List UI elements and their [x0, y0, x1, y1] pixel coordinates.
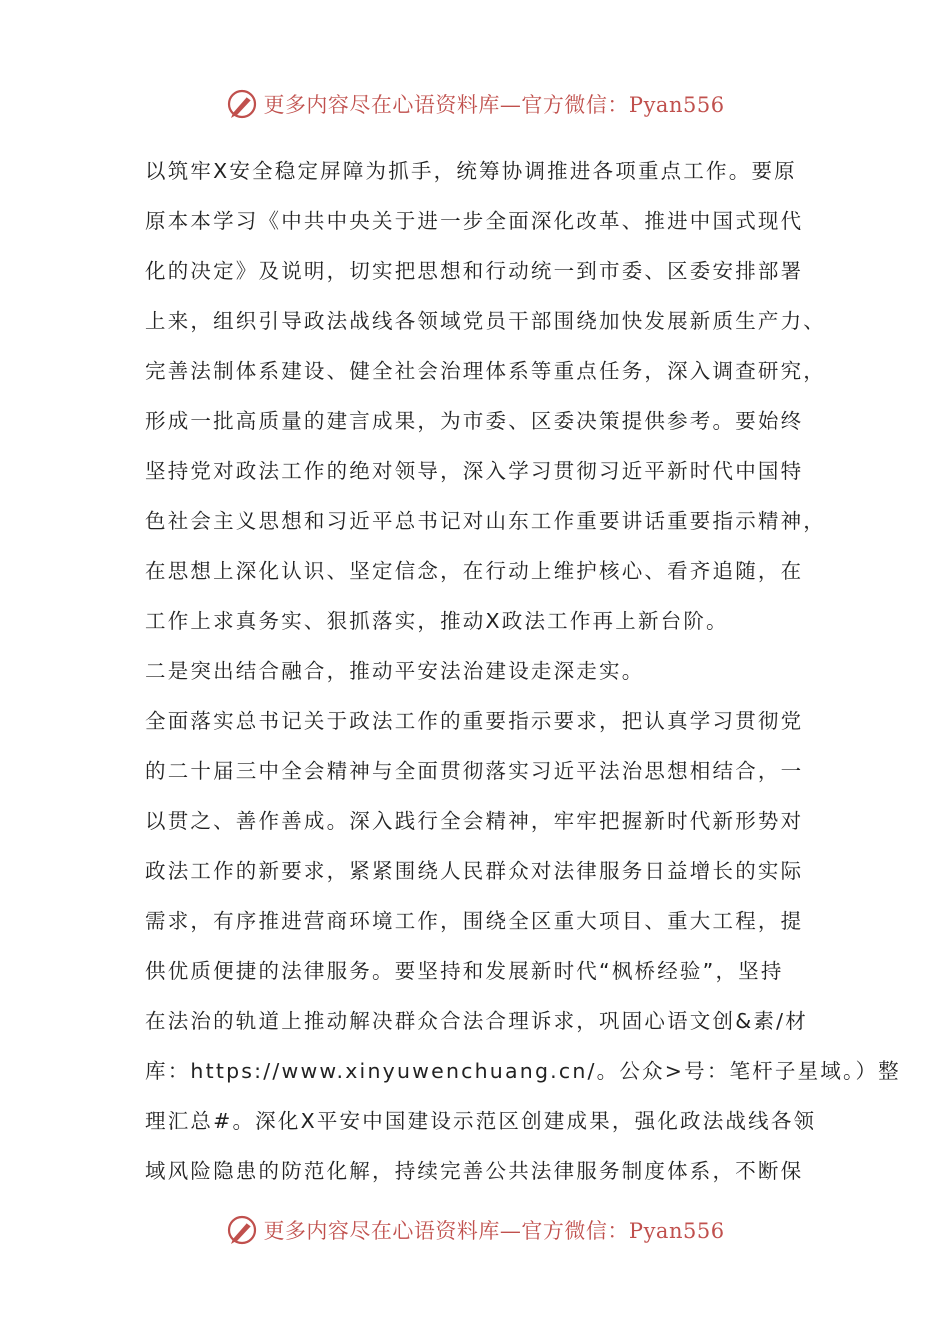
body-line: 色社会主义思想和习近平总书记对山东工作重要讲话重要指示精神， — [145, 509, 826, 533]
body-line: 以筑牢X安全稳定屏障为抓手，统筹协调推进各项重点工作。要原 — [145, 159, 797, 183]
body-line: 上来，组织引导政法战线各领域党员干部围绕加快发展新质生产力、 — [145, 309, 826, 333]
body-line: 原本本学习《中共中央关于进一步全面深化改革、推进中国式现代 — [145, 209, 804, 233]
header-banner — [0, 84, 950, 124]
section-heading: 二是突出结合融合，推动平安法治建设走深走实。 — [145, 659, 645, 683]
body-line: 在法治的轨道上推动解决群众合法合理诉求，巩固心语文创&素/材 — [145, 1009, 808, 1033]
body-line: 以贯之、善作善成。深入践行全会精神，牢牢把握新时代新形势对 — [145, 809, 804, 833]
body-line: 供优质便捷的法律服务。要坚持和发展新时代“枫桥经验”，坚持 — [145, 959, 784, 983]
body-line: 完善法制体系建设、健全社会治理体系等重点任务，深入调查研究， — [145, 359, 826, 383]
pen-logo-icon — [225, 87, 259, 121]
body-line: 的二十届三中全会精神与全面贯彻落实习近平法治思想相结合，一 — [145, 759, 804, 783]
body-line: 工作上求真务实、狠抓落实，推动X政法工作再上新台阶。 — [145, 609, 729, 633]
body-line: 在思想上深化认识、坚定信念，在行动上维护核心、看齐追随，在 — [145, 559, 804, 583]
body-line: 域风险隐患的防范化解，持续完善公共法律服务制度体系，不断保 — [145, 1159, 804, 1183]
pen-logo-icon — [225, 1213, 259, 1247]
footer-banner — [0, 1210, 950, 1250]
body-line: 全面落实总书记关于政法工作的重要指示要求，把认真学习贯彻党 — [145, 709, 804, 733]
banner-text: 更多内容尽在心语资料库—官方微信：Pyan556 — [263, 1219, 725, 1243]
body-line: 库：https://www.xinyuwenchuang.cn/。公众>号：笔杆子星域。）整 — [145, 1059, 901, 1083]
body-line: 形成一批高质量的建言成果，为市委、区委决策提供参考。要始终 — [145, 409, 804, 433]
body-line: 理汇总#。深化X平安中国建设示范区创建成果，强化政法战线各领 — [145, 1109, 817, 1133]
body-line: 坚持党对政法工作的绝对领导，深入学习贯彻习近平新时代中国特 — [145, 459, 804, 483]
body-line: 化的决定》及说明，切实把思想和行动统一到市委、区委安排部署 — [145, 259, 804, 283]
document-body — [145, 146, 901, 1196]
banner-text: 更多内容尽在心语资料库—官方微信：Pyan556 — [263, 93, 725, 117]
body-line: 需求，有序推进营商环境工作，围绕全区重大项目、重大工程，提 — [145, 909, 804, 933]
body-line: 政法工作的新要求，紧紧围绕人民群众对法律服务日益增长的实际 — [145, 859, 804, 883]
